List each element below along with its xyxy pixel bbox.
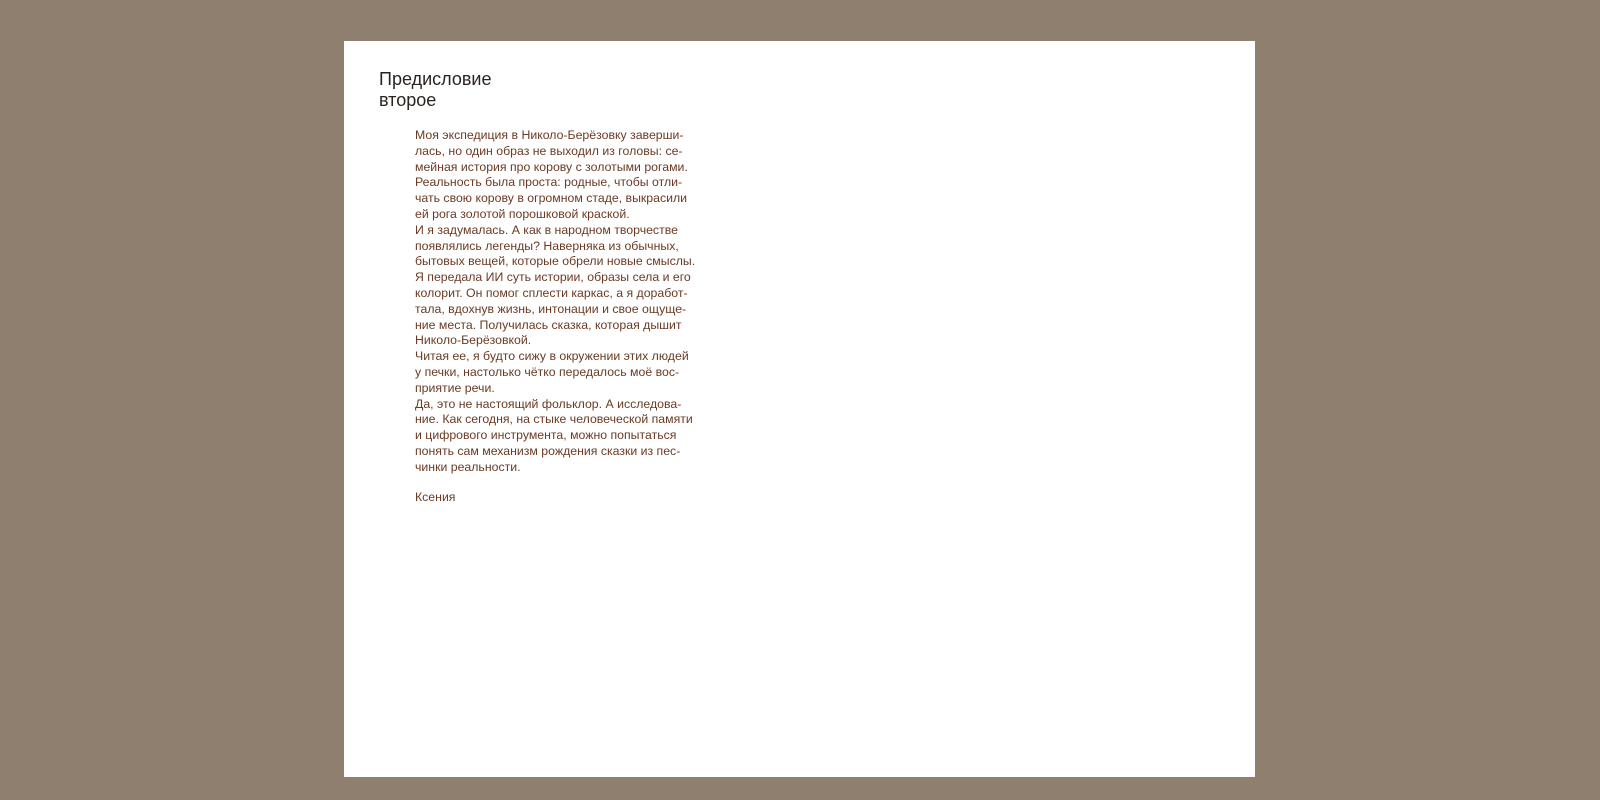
text-line: Николо-Берёзовкой. — [415, 333, 532, 348]
text-line: появлялись легенды? Наверняка из обычных, — [415, 238, 679, 253]
text-line: Да, это не настоящий фольклор. А исследова- — [415, 396, 682, 411]
text-line: ние. Как сегодня, на стыке человеческой памяти — [415, 412, 693, 427]
preface-body — [415, 128, 700, 476]
text-line: ей рога золотой порошковой краской. — [415, 206, 630, 221]
text-line: понять сам механизм рождения сказки из пес- — [415, 443, 681, 458]
text-line: Реальность была проста: родные, чтобы отли- — [415, 175, 683, 190]
text-line: мейная история про корову с золотыми рогами. — [415, 159, 688, 174]
text-line: чинки реальности. — [415, 459, 521, 474]
text-line: приятие речи. — [415, 380, 495, 395]
text-line: лась, но один образ не выходил из головы: се- — [415, 143, 683, 158]
text-line: бытовых вещей, которые обрели новые смыслы. — [415, 254, 696, 269]
title-line-1: Предисловие — [379, 69, 492, 89]
text-line: Читая ее, я будто сижу в окружении этих людей — [415, 349, 689, 364]
text-line: ние места. Получилась сказка, которая дышит — [415, 317, 682, 332]
text-line: тала, вдохнув жизнь, интонации и свое ощуще- — [415, 301, 687, 316]
text-line: Я передала ИИ суть истории, образы села и его — [415, 270, 691, 285]
text-line: колорит. Он помог сплести каркас, а я доработ- — [415, 285, 688, 300]
author-signature: Ксения — [415, 490, 456, 504]
text-line: Моя экспедиция в Николо-Берёзовку заверши- — [415, 128, 684, 142]
text-line: чать свою корову в огромном стаде, выкрасили — [415, 191, 688, 206]
text-line: у печки, настолько чётко передалось моё вос- — [415, 364, 680, 379]
text-line: И я задумалась. А как в народном творчестве — [415, 222, 678, 237]
page-title — [379, 69, 491, 111]
document-page — [344, 41, 1255, 777]
title-line-2: второе — [379, 90, 437, 110]
text-line: и цифрового инструмента, можно попытаться — [415, 428, 677, 443]
